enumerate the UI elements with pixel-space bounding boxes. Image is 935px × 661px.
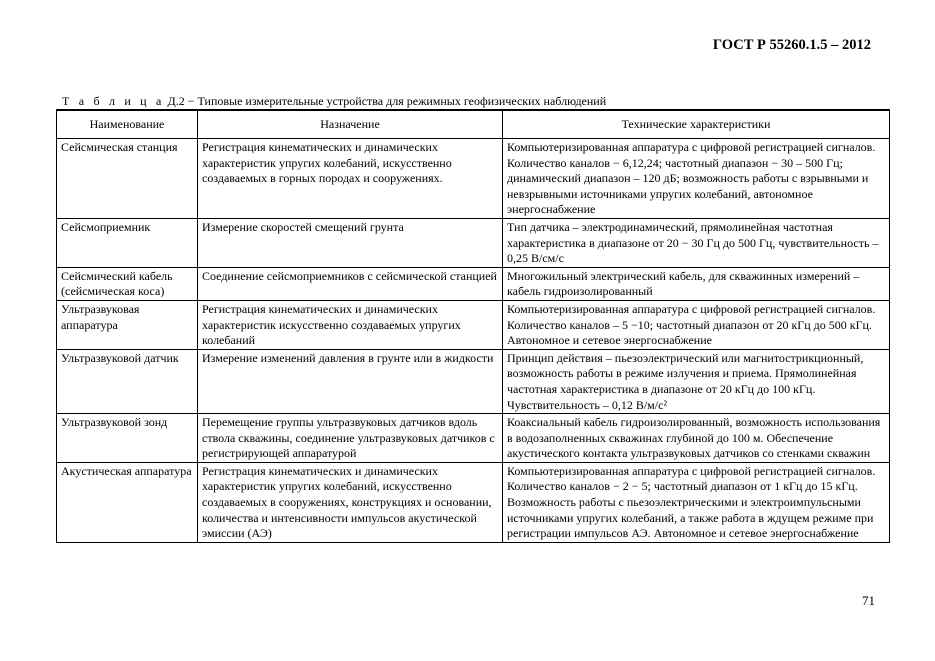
column-header-specs: Технические характеристики: [503, 110, 890, 139]
column-header-name: Наименование: [57, 110, 198, 139]
page-number: 71: [862, 593, 875, 608]
cell-device-specs: Многожильный электрический кабель, для скважинных измерений – кабель гидроизолированный: [503, 267, 890, 300]
cell-device-purpose: Регистрация кинематических и динамических характеристик искусственно создаваемых упругих колебаний: [198, 300, 503, 349]
cell-device-name: Сейсмоприемник: [57, 218, 198, 267]
cell-device-name: Ультразвуковой датчик: [57, 349, 198, 413]
table-caption-label: Т а б л и ц а: [62, 94, 165, 108]
table-row: [57, 139, 890, 219]
cell-device-purpose: Регистрация кинематических и динамических характеристик упругих колебаний, искусственно создаваемых в горных породах и сооружениях.: [198, 139, 503, 219]
table-caption: [62, 94, 606, 109]
cell-device-name: Сейсмическая станция: [57, 139, 198, 219]
cell-device-specs: Компьютеризированная аппаратура с цифровой регистрацией сигналов. Количество каналов – 5 −10; частотный диапазон от 20 кГц до 500 кГц. Автономное и сетевое энергоснабжение: [503, 300, 890, 349]
cell-device-name: Ультразвуковой зонд: [57, 414, 198, 463]
table-row: [57, 414, 890, 463]
table-row: [57, 349, 890, 413]
cell-device-specs: Принцип действия – пьезоэлектрический или магнитострикционный, возможность работы в режиме излучения и приема. Прямолинейная частотная характеристика в диапазоне от 20 кГц до 100 кГц. Чувствительность – 0,12 В/м/с²: [503, 349, 890, 413]
column-header-purpose: Назначение: [198, 110, 503, 139]
table-row: [57, 462, 890, 542]
table-row: [57, 300, 890, 349]
document-standard-header: ГОСТ Р 55260.1.5 – 2012: [712, 37, 871, 53]
table-header-row: [57, 110, 890, 139]
cell-device-purpose: Измерение скоростей смещений грунта: [198, 218, 503, 267]
cell-device-name: Акустическая аппаратура: [57, 462, 198, 542]
cell-device-purpose: Регистрация кинематических и динамических характеристик упругих колебаний, искусственно создаваемых в сооружениях, конструкциях и основании, количества и интенсивности импульсов акустической эмиссии (АЭ): [198, 462, 503, 542]
cell-device-purpose: Перемещение группы ультразвуковых датчиков вдоль ствола скважины, соединение ультразвуковых датчиков с регистрирующей аппаратурой: [198, 414, 503, 463]
table-row: [57, 267, 890, 300]
cell-device-purpose: Соединение сейсмоприемников с сейсмической станцией: [198, 267, 503, 300]
cell-device-purpose: Измерение изменений давления в грунте или в жидкости: [198, 349, 503, 413]
cell-device-specs: Компьютеризированная аппаратура с цифровой регистрацией сигналов. Количество каналов − 6,12,24; частотный диапазон − 30 – 500 Гц; динамический диапазон – 120 дБ; возможность работы с взрывными и невзрывными источниками упругих колебаний, автономное энергоснабжение: [503, 139, 890, 219]
cell-device-specs: Тип датчика – электродинамический, прямолинейная частотная характеристика в диапазоне от 20 − 30 Гц до 500 Гц, чувствительность – 0,25 В/см/с: [503, 218, 890, 267]
devices-table: [56, 109, 890, 543]
cell-device-name: Ультразвуковая аппаратура: [57, 300, 198, 349]
cell-device-name: Сейсмический кабель (сейсмическая коса): [57, 267, 198, 300]
table-caption-text: Д.2 − Типовые измерительные устройства для режимных геофизических наблюдений: [164, 94, 607, 108]
table-row: [57, 218, 890, 267]
cell-device-specs: Компьютеризированная аппаратура с цифровой регистрацией сигналов. Количество каналов − 2 − 5; частотный диапазон от 1 кГц до 15 кГц. Возможность работы с пьезоэлектрическими и электроимпульсными источниками упругих колебаний, а также работа в ждущем режиме при регистрации импульсов АЭ. Автономное и сетевое энергоснабжение: [503, 462, 890, 542]
cell-device-specs: Коаксиальный кабель гидроизолированный, возможность использования в водозаполненных скважинах глубиной до 100 м. Обеспечение акустического контакта ультразвуковых датчиков со стенками скважин: [503, 414, 890, 463]
